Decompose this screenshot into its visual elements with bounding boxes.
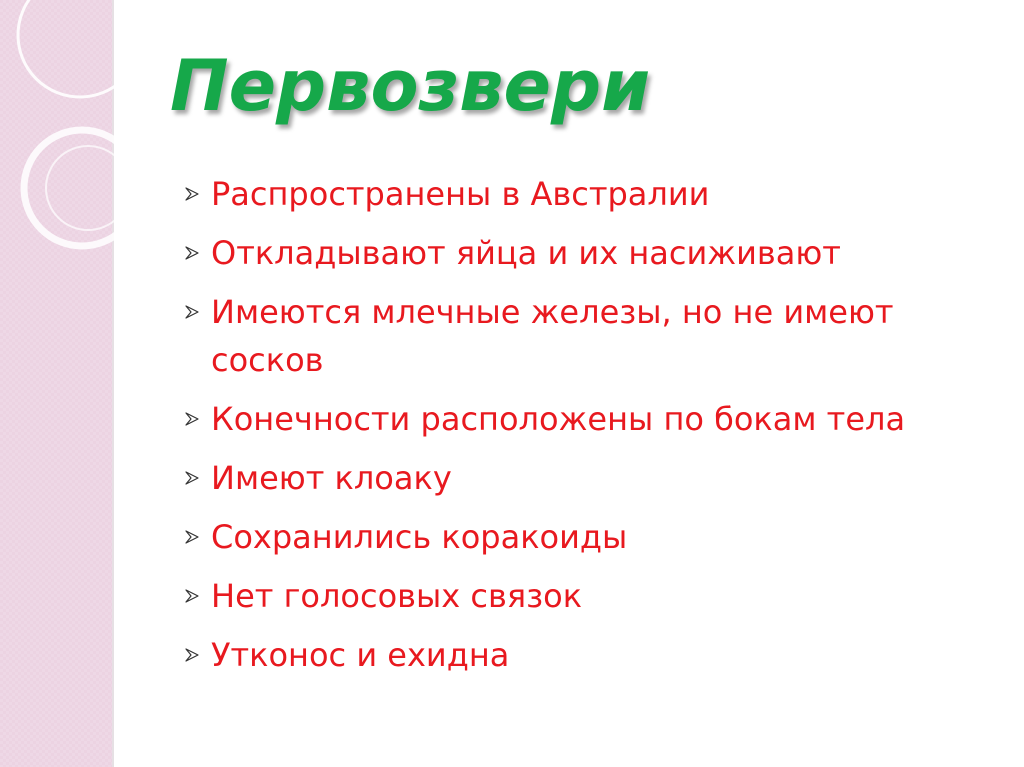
decorative-circles: [0, 0, 140, 300]
arrow-bullet-icon: [183, 395, 211, 443]
bullet-item: [183, 170, 983, 218]
bullet-text: Имеются млечные железы, но не имеют сосков: [211, 293, 894, 379]
bullet-text: Сохранились коракоиды: [211, 518, 628, 556]
bullet-item: [183, 513, 983, 561]
bullet-text: Конечности расположены по бокам тела: [211, 400, 906, 438]
bullet-item: [183, 631, 983, 679]
slide-title: Первозвери: [170, 45, 651, 127]
bullet-item: [183, 454, 983, 502]
arrow-bullet-icon: [183, 572, 211, 620]
arrow-bullet-icon: [183, 454, 211, 502]
arrow-bullet-icon: [183, 229, 211, 277]
bullet-text: Нет голосовых связок: [211, 577, 583, 615]
arrow-bullet-icon: [183, 288, 211, 336]
bullet-item: [183, 395, 983, 443]
bullet-text: Откладывают яйца и их насиживают: [211, 234, 841, 272]
bullet-text: Имеют клоаку: [211, 459, 452, 497]
arrow-bullet-icon: [183, 170, 211, 218]
bullet-list: [183, 170, 983, 690]
arrow-bullet-icon: [183, 513, 211, 561]
arrow-bullet-icon: [183, 631, 211, 679]
bullet-text: Утконос и ехидна: [211, 636, 510, 674]
bullet-item: [183, 229, 983, 277]
bullet-item: [183, 572, 983, 620]
bullet-item: [183, 288, 983, 384]
bullet-text: Распространены в Австралии: [211, 175, 710, 213]
